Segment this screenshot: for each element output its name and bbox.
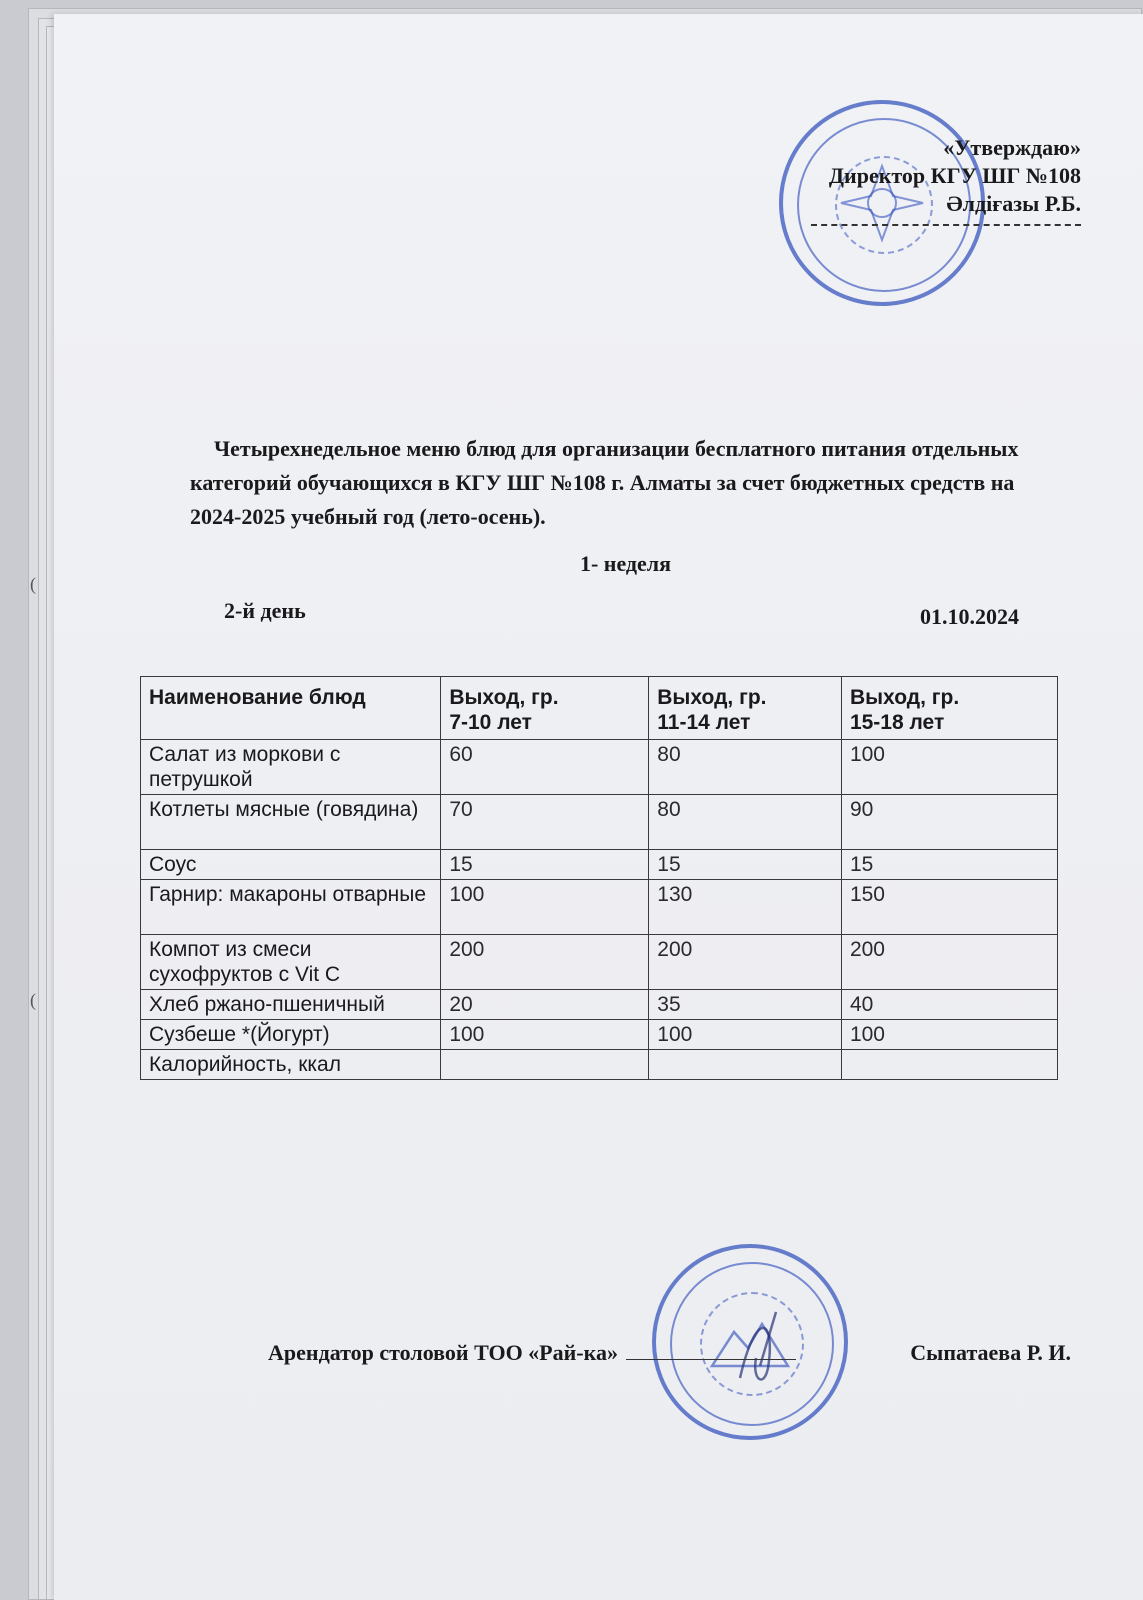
dish-name: Сузбеше *(Йогурт) [141, 1020, 441, 1050]
yield-value: 20 [441, 990, 649, 1020]
approval-block [811, 134, 1081, 226]
yield-value: 90 [841, 795, 1057, 850]
yield-value: 80 [649, 740, 842, 795]
header-yield-11-14: Выход, гр. 11-14 лет [649, 677, 842, 740]
yield-value: 100 [841, 1020, 1057, 1050]
table-row [141, 990, 1058, 1020]
day-label: 2-й день [224, 598, 306, 623]
header-yield-15-18: Выход, гр. 15-18 лет [841, 677, 1057, 740]
signature-line [811, 224, 1081, 226]
yield-value: 130 [649, 880, 842, 935]
margin-mark: ( [30, 574, 36, 594]
yield-value: 200 [441, 935, 649, 990]
margin-mark: ( [30, 990, 36, 1010]
yield-value: 100 [649, 1020, 842, 1050]
header-dish-name: Наименование блюд [141, 677, 441, 740]
dish-name: Компот из смеси сухофруктов с Vit C [141, 935, 441, 990]
table-row [141, 1020, 1058, 1050]
dish-name: Котлеты мясные (говядина) [141, 795, 441, 850]
dish-name: Салат из моркови с петрушкой [141, 740, 441, 795]
approval-position: Директор КГУ ШГ №108 [828, 163, 1081, 188]
yield-value: 15 [441, 850, 649, 880]
yield-value: 40 [841, 990, 1057, 1020]
yield-value [841, 1050, 1057, 1080]
yield-value: 70 [441, 795, 649, 850]
table-row [141, 740, 1058, 795]
yield-value: 150 [841, 880, 1057, 935]
week-label: 1- неделя [579, 551, 672, 576]
yield-value: 200 [841, 935, 1057, 990]
yield-value: 15 [841, 850, 1057, 880]
yield-value: 80 [649, 795, 842, 850]
dish-name: Соус [141, 850, 441, 880]
yield-value: 35 [649, 990, 842, 1020]
yield-value: 100 [441, 880, 649, 935]
dish-name: Калорийность, ккал [141, 1050, 441, 1080]
table-row [141, 935, 1058, 990]
yield-value [441, 1050, 649, 1080]
signer-name: Сыпатаева Р. И. [910, 1340, 1071, 1365]
yield-value: 15 [649, 850, 842, 880]
table-row [141, 795, 1058, 850]
approval-name: Әлдіғазы Р.Б. [946, 191, 1081, 216]
table-row [141, 1050, 1058, 1080]
menu-table [140, 676, 1058, 1080]
table-header-row [141, 677, 1058, 740]
yield-value: 200 [649, 935, 842, 990]
yield-value [649, 1050, 842, 1080]
date-label: 01.10.2024 [920, 604, 1019, 629]
yield-value: 100 [841, 740, 1057, 795]
dish-name: Хлеб ржано-пшеничный [141, 990, 441, 1020]
yield-value: 100 [441, 1020, 649, 1050]
tenant-line [268, 1340, 804, 1366]
approval-caption: «Утверждаю» [943, 135, 1081, 160]
document-page [54, 14, 1143, 1600]
yield-value: 60 [441, 740, 649, 795]
table-row [141, 880, 1058, 935]
dish-name: Гарнир: макароны отварные [141, 880, 441, 935]
tenant-label: Арендатор столовой ТОО «Рай-ка» [268, 1340, 618, 1365]
table-row [141, 850, 1058, 880]
document-title: Четырехнедельное меню блюд для организации бесплатного питания отдельных категорий обучающихся в КГУ ШГ №108 г. Алматы за счет бюджетных средств на 2024-2025 учебный год (лето-осень). [190, 436, 1019, 529]
header-yield-7-10: Выход, гр. 7-10 лет [441, 677, 649, 740]
signature-line [626, 1359, 796, 1360]
